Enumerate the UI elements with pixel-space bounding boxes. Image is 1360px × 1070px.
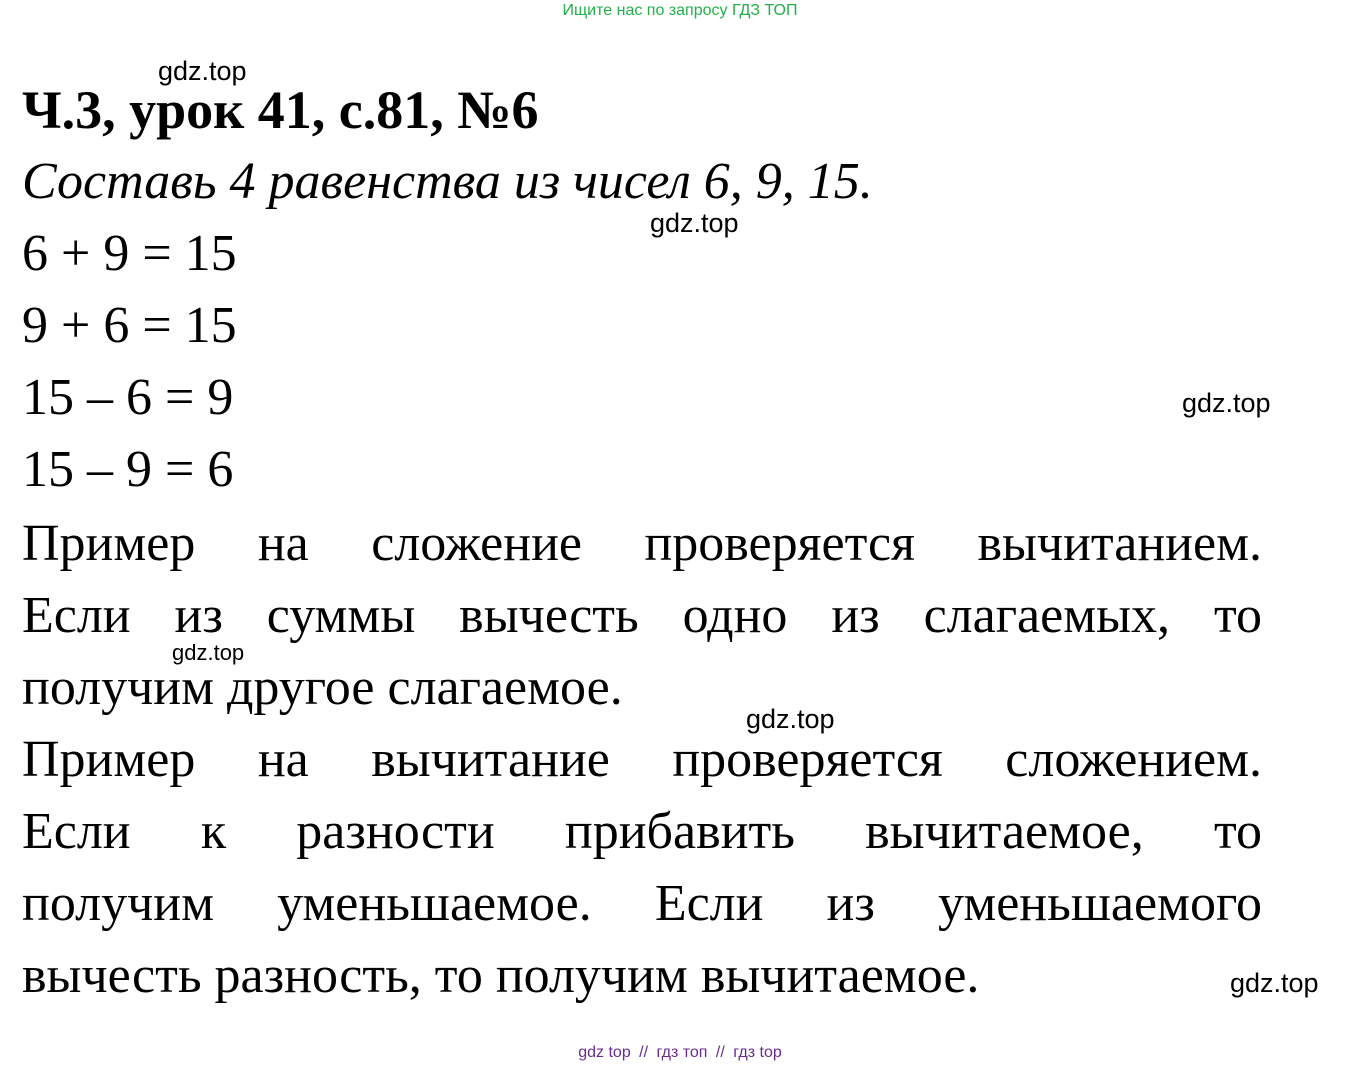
task-statement: Составь 4 равенства из чисел 6, 9, 15. [22,153,873,210]
top-banner: Ищите нас по запросу ГДЗ ТОП [562,2,798,19]
paragraph-line: вычесть разность, то получим вычитаемое. [22,947,980,1004]
equation-2: 9 + 6 = 15 [22,297,237,354]
footer-links [0,1044,1360,1062]
paragraph-line: Если к разности прибавить вычитаемое, то [22,803,1262,860]
watermark: gdz.top [1230,968,1319,998]
paragraph-line: получим уменьшаемое. Если из уменьшаемого [22,875,1262,932]
paragraph-line: получим другое слагаемое. [22,659,623,716]
watermark: gdz.top [1182,388,1271,418]
footer-separator: // [715,1044,725,1061]
footer-link[interactable]: гдз top [733,1044,782,1061]
explanation-subtraction [22,724,1262,1012]
watermark: gdz.top [158,56,247,86]
watermark: gdz.top [172,640,245,665]
footer-link[interactable]: gdz top [578,1044,631,1061]
page-title: Ч.3, урок 41, с.81, №6 [22,80,539,140]
watermark: gdz.top [746,704,835,734]
explanation-addition [22,508,1262,724]
watermark: gdz.top [650,208,739,238]
equation-1: 6 + 9 = 15 [22,225,237,282]
paragraph-line: Пример на вычитание проверяется сложением. [22,731,1262,788]
equation-3: 15 – 6 = 9 [22,369,234,426]
equation-4: 15 – 9 = 6 [22,441,234,498]
footer-separator: // [639,1044,649,1061]
paragraph-line: Пример на сложение проверяется вычитанием. [22,515,1262,572]
footer-link[interactable]: гдз топ [656,1044,708,1061]
paragraph-line: Если из суммы вычесть одно из слагаемых, то [22,587,1262,644]
